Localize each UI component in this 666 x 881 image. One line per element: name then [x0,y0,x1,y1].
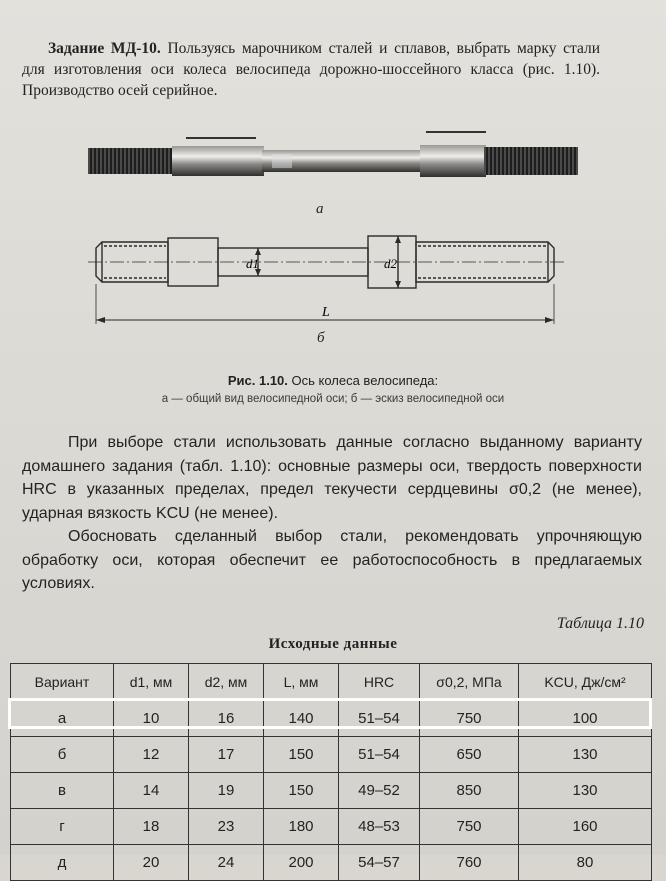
table-cell: 19 [189,773,264,809]
axle-photo-figure [86,126,580,188]
table-row [11,809,652,845]
table-cell: 24 [189,845,264,881]
table-reference: Таблица 1.10 [556,615,644,632]
header-kcu: KCU, Дж/см² [519,664,652,701]
dim-d2-label: d2 [384,256,397,271]
table-cell: б [11,737,114,773]
axle-sketch-figure [86,224,580,326]
table-cell: 760 [420,845,519,881]
table-cell: 150 [264,737,339,773]
table-cell: 49–52 [339,773,420,809]
paragraph-1: При выборе стали использовать данные согласно выданному варианту домашнего задания (табл. 1.10): основные размеры оси, твердость поверхности HRC в указанных пределах, предел текучести сердцевины σ0,2 (не менее), ударная вязкость KCU (не менее). [22,434,642,522]
table-cell: 750 [420,809,519,845]
table-cell: 130 [519,737,652,773]
figure-label-a: а [316,201,324,217]
table-cell: 18 [114,809,189,845]
table-cell: 140 [264,701,339,737]
task-title: Задание МД-10. [48,40,161,57]
table-cell: 200 [264,845,339,881]
table-cell: 48–53 [339,809,420,845]
table-cell: 750 [420,701,519,737]
table-row [11,737,652,773]
task-paragraph [22,38,600,101]
table-header-row [11,664,652,701]
table-cell: 23 [189,809,264,845]
table-cell: г [11,809,114,845]
figure-caption [60,372,606,408]
table-cell: 650 [420,737,519,773]
table-cell: 80 [519,845,652,881]
table-cell: 100 [519,701,652,737]
table-cell: 17 [189,737,264,773]
table-cell: д [11,845,114,881]
table-cell: 20 [114,845,189,881]
header-hrc: HRC [339,664,420,701]
table-cell: 51–54 [339,737,420,773]
table-cell: 51–54 [339,701,420,737]
caption-description: а — общий вид велосипедной оси; б — эскиз велосипедной оси [161,393,505,405]
table-cell: 850 [420,773,519,809]
table-cell: 150 [264,773,339,809]
table-cell: в [11,773,114,809]
header-variant: Вариант [11,664,114,701]
header-L: L, мм [264,664,339,701]
body-text [22,431,642,596]
header-d2: d2, мм [189,664,264,701]
table-cell: 180 [264,809,339,845]
table-cell: 130 [519,773,652,809]
table-cell: 160 [519,809,652,845]
table-row [11,845,652,881]
table-cell: а [11,701,114,737]
figure-label-b: б [317,330,325,346]
header-sigma: σ0,2, МПа [420,664,519,701]
table-cell: 14 [114,773,189,809]
table-cell: 16 [189,701,264,737]
header-d1: d1, мм [114,664,189,701]
dim-d1-label: d1 [246,256,259,271]
caption-title-rest: Ось колеса велосипеда: [287,373,439,388]
task-text: Пользуясь марочником сталей и сплавов, выбрать марку стали для изготовления оси колеса велосипеда дорожно-шоссейного класса (рис. 1.10). Производство осей серийное. [22,40,601,99]
table-cell: 54–57 [339,845,420,881]
caption-title: Рис. 1.10. [227,373,288,388]
table-cell: 12 [114,737,189,773]
source-data-table [10,663,652,881]
table-cell: 10 [114,701,189,737]
table-row [11,773,652,809]
row-highlight-box [8,698,652,729]
dim-L-label: L [322,305,330,320]
table-title: Исходные данные [268,636,398,652]
paragraph-2: Обосновать сделанный выбор стали, рекомендовать упрочняющую обработку оси, которая обеспечит ее работоспособность в предлагаемых условиях. [22,528,642,592]
